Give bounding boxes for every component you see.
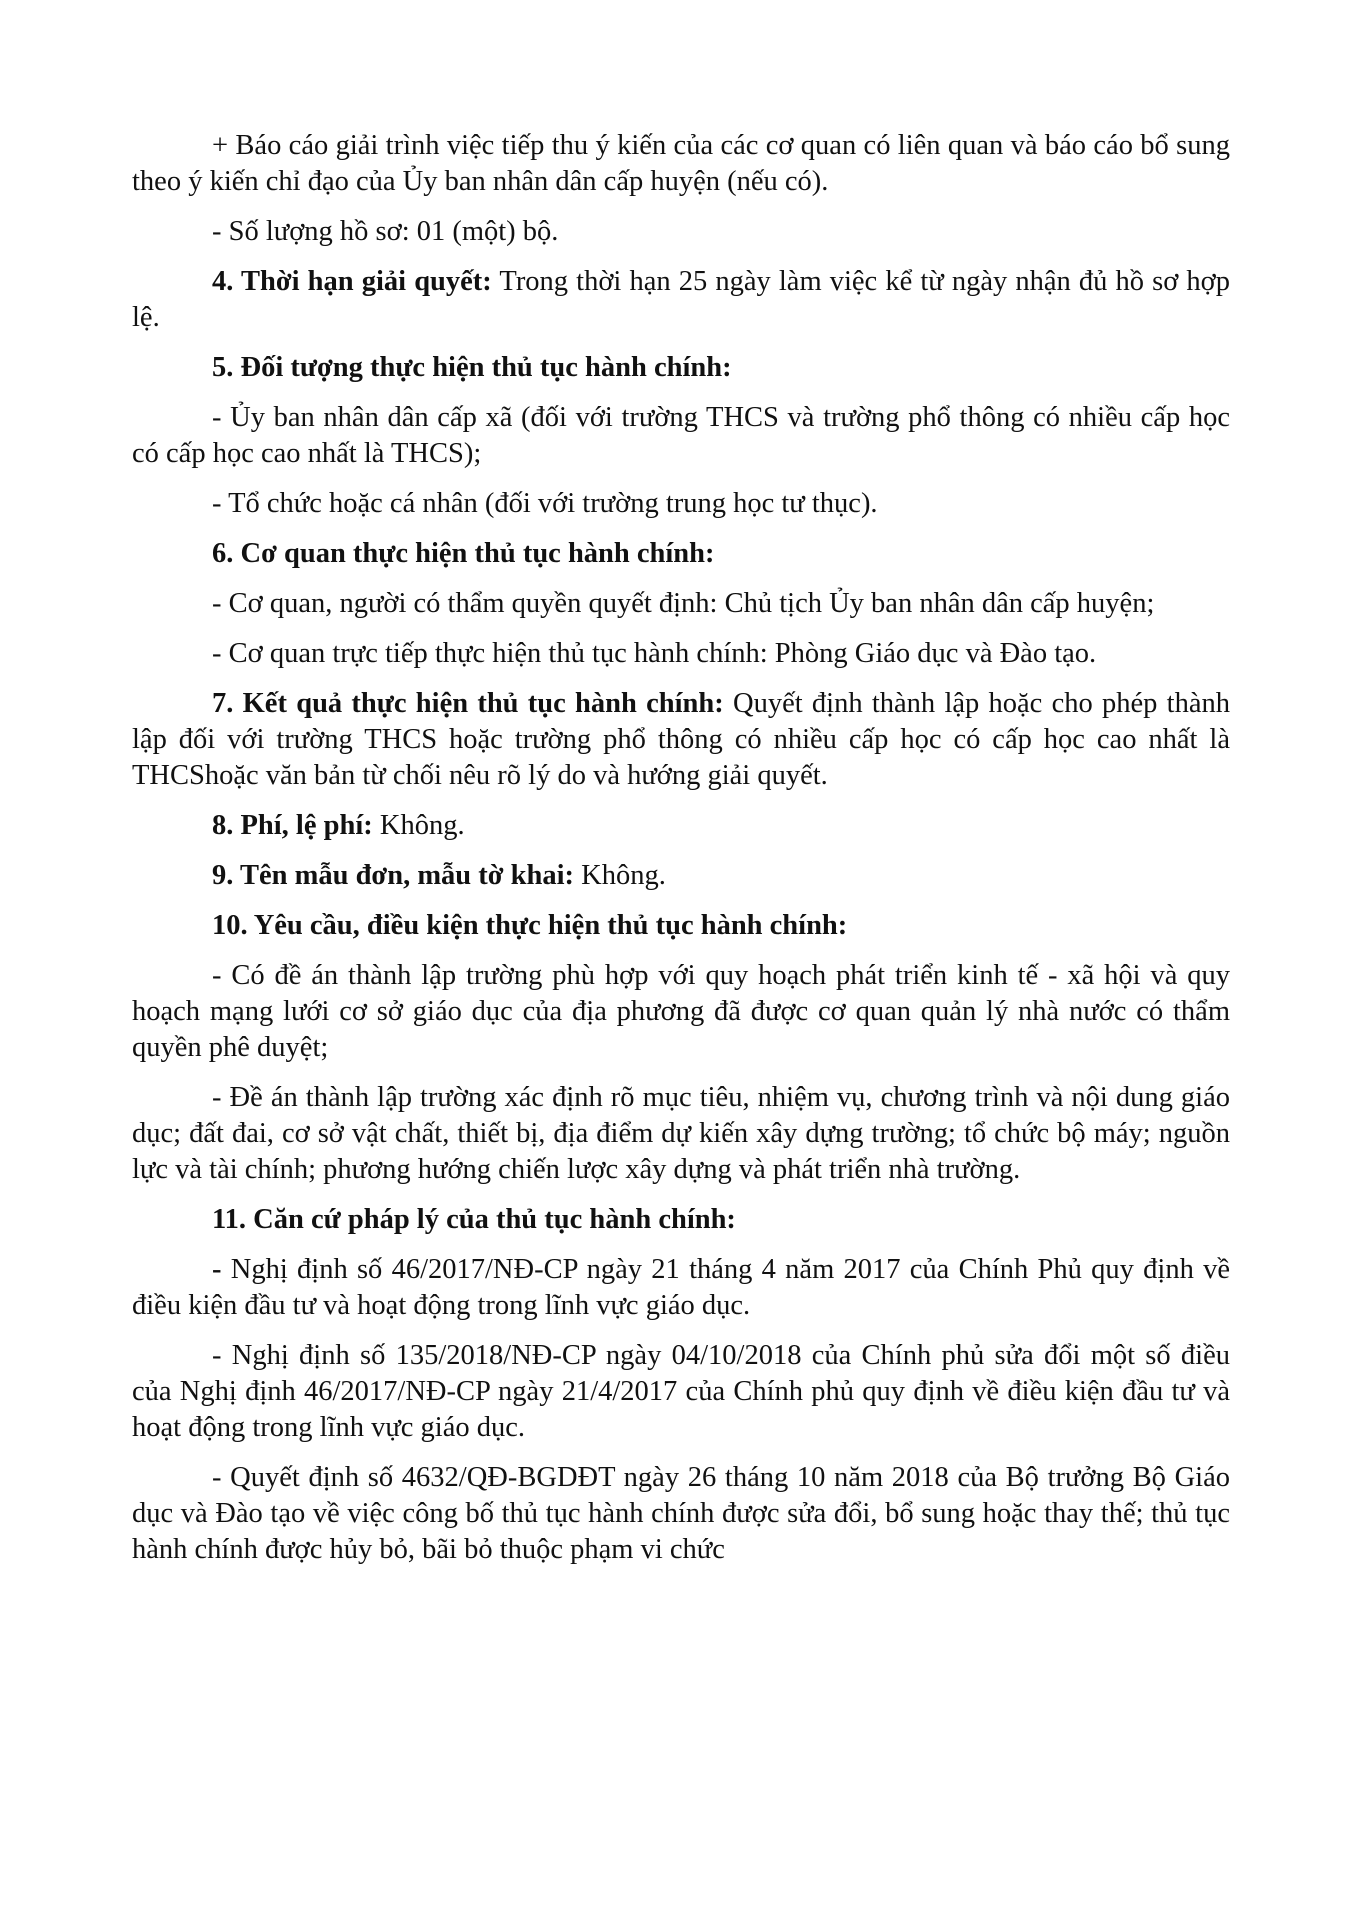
paragraph-text: + Báo cáo giải trình việc tiếp thu ý kiến của các cơ quan có liên quan và báo cáo bổ sung theo ý kiến chỉ đạo của Ủy ban nhân dân cấp huyện (nếu có). (132, 130, 1230, 197)
paragraph-text: - Số lượng hồ sơ: 01 (một) bộ. (212, 216, 559, 247)
section-heading: 4. Thời hạn giải quyết: (212, 266, 492, 297)
paragraph-text: - Tổ chức hoặc cá nhân (đối với trường trung học tư thục). (212, 488, 878, 519)
section-10-heading (132, 908, 1230, 944)
paragraph-text: - Ủy ban nhân dân cấp xã (đối với trường THCS và trường phổ thông có nhiều cấp học có cấp học cao nhất là THCS); (132, 402, 1230, 469)
section-heading: 8. Phí, lệ phí: (212, 810, 373, 841)
paragraph-decree-46 (132, 1252, 1230, 1324)
paragraph-implementing-agency (132, 636, 1230, 672)
paragraph-establishment-plan (132, 958, 1230, 1066)
paragraph-text: - Quyết định số 4632/QĐ-BGDĐT ngày 26 tháng 10 năm 2018 của Bộ trưởng Bộ Giáo dục và Đào tạo về việc công bố thủ tục hành chính được sửa đổi, bổ sung hoặc thay thế; thủ tục hành chính được hủy bỏ, bãi bỏ thuộc phạm vi chức (132, 1462, 1230, 1565)
paragraph-organization-individual (132, 486, 1230, 522)
paragraph-text: Không. (372, 810, 465, 841)
section-7-result (132, 686, 1230, 794)
paragraph-decree-135 (132, 1338, 1230, 1446)
paragraph-text: - Có đề án thành lập trường phù hợp với quy hoạch phát triển kinh tế - xã hội và quy hoạch mạng lưới cơ sở giáo dục của địa phương đã được cơ quan quản lý nhà nước có thẩm quyền phê duyệt; (132, 960, 1230, 1063)
paragraph-report-explanation (132, 128, 1230, 200)
section-6-heading (132, 536, 1230, 572)
paragraph-text: Quyết định thành lập hoặc cho phép thành lập đối với trường THCS hoặc trường phổ thông có nhiều cấp học có cấp học cao nhất là THCShoặc văn bản từ chối nêu rõ lý do và hướng giải quyết. (132, 688, 1230, 791)
section-11-heading (132, 1202, 1230, 1238)
section-heading: 10. Yêu cầu, điều kiện thực hiện thủ tục hành chính: (212, 910, 848, 941)
paragraph-lead: - (212, 1254, 222, 1285)
document-page (132, 128, 1230, 1582)
section-5-heading (132, 350, 1230, 386)
paragraph-text: - Cơ quan trực tiếp thực hiện thủ tục hành chính: Phòng Giáo dục và Đào tạo. (212, 638, 1097, 669)
paragraph-text: Trong thời hạn 25 ngày làm việc kể từ ngày nhận đủ hồ sơ hợp lệ. (132, 266, 1230, 333)
paragraph-text: Không. (574, 860, 666, 891)
paragraph-text: - Nghị định số 135/2018/NĐ-CP ngày 04/10/2018 của Chính phủ sửa đổi một số điều của Nghị định 46/2017/NĐ-CP ngày 21/4/2017 của Chính phủ quy định về điều kiện đầu tư và hoạt động trong lĩnh vực giáo dục. (132, 1340, 1230, 1443)
section-heading: 11. Căn cứ pháp lý của thủ tục hành chính: (212, 1204, 736, 1235)
paragraph-text: Nghị định số 46/2017/NĐ-CP ngày 21 tháng 4 năm 2017 của Chính Phủ quy định về điều kiện đầu tư và hoạt động trong lĩnh vực giáo dục. (132, 1254, 1230, 1321)
section-heading: 5. Đối tượng thực hiện thủ tục hành chính: (212, 352, 732, 383)
paragraph-decision-4632 (132, 1460, 1230, 1568)
section-4-processing-time (132, 264, 1230, 336)
paragraph-dossier-quantity (132, 214, 1230, 250)
paragraph-plan-content (132, 1080, 1230, 1188)
section-heading: 7. Kết quả thực hiện thủ tục hành chính: (212, 688, 724, 719)
section-9-forms (132, 858, 1230, 894)
paragraph-commune-committee (132, 400, 1230, 472)
section-heading: 6. Cơ quan thực hiện thủ tục hành chính: (212, 538, 715, 569)
section-heading: 9. Tên mẫu đơn, mẫu tờ khai: (212, 860, 575, 891)
section-8-fees (132, 808, 1230, 844)
paragraph-deciding-authority (132, 586, 1230, 622)
paragraph-text: - Cơ quan, người có thẩm quyền quyết định: Chủ tịch Ủy ban nhân dân cấp huyện; (212, 588, 1155, 619)
paragraph-text: - Đề án thành lập trường xác định rõ mục tiêu, nhiệm vụ, chương trình và nội dung giáo dục; đất đai, cơ sở vật chất, thiết bị, địa điểm dự kiến xây dựng trường; tổ chức bộ máy; nguồn lực và tài chính; phương hướng chiến lược xây dựng và phát triển nhà trường. (132, 1082, 1230, 1185)
